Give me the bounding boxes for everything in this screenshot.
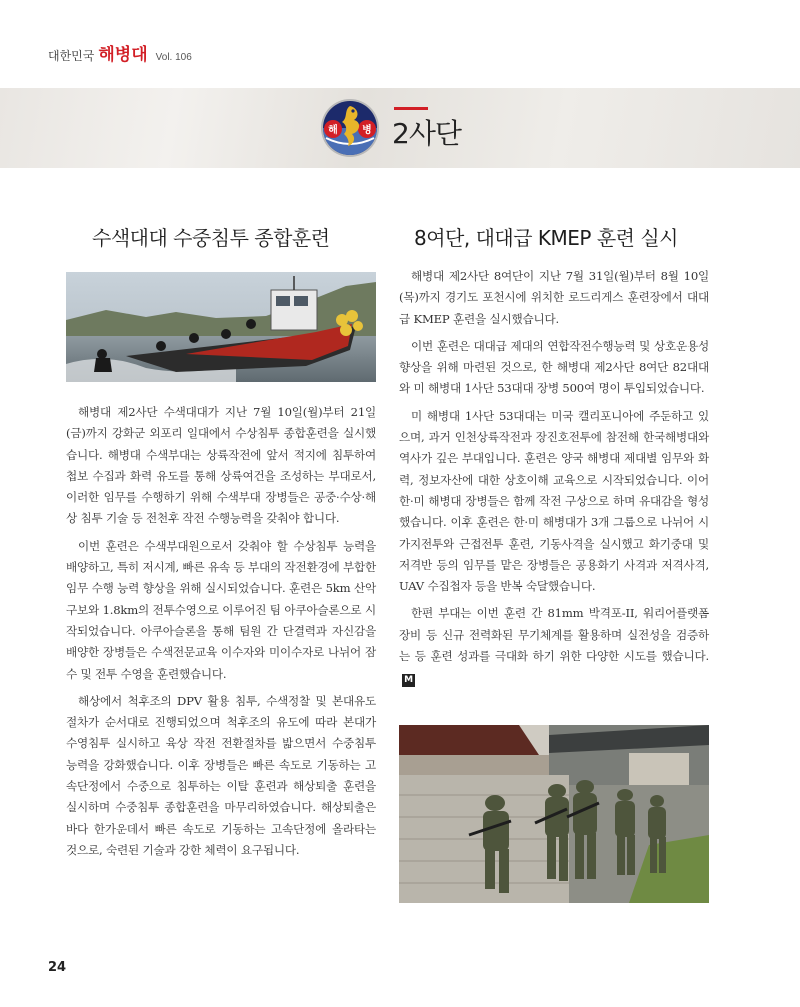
- masthead-korea: 대한민국: [48, 49, 95, 63]
- right-paragraph-3: 미 해병대 1사단 53대대는 미국 캘리포니아에 주둔하고 있으며, 과거 인천상륙작전과 장진호전투에 참전해 한국해병대와 역사가 깊은 부대입니다. 훈련은 양국 해병대 제대별 임무와 화력, 정보자산에 대한 상호이해 교육으로 시작되었습니다. 이어 한·미 해병대 장병들은 함께 작전 구상으로 하며 유대감을 형성했습니다. 이후 훈련은 한·미 해병대가 3개 그룹으로 나뉘어 시가지전투와 근접전투 훈련, 기동사격을 실시했고 화기중대 및 저격반 등의 임무를 맡은 장병들은 공용화기 사격과 저격사격, UAV 수집첩자 등을 반복 숙달했습니다.: [399, 408, 709, 594]
- marine-division-emblem-icon: [320, 98, 380, 158]
- right-paragraph-4-text: 한편 부대는 이번 훈련 간 81mm 박격포-II, 워리어플랫폼 장비 등 신규 전력화된 무기체계를 활용하며 실전성을 검증하는 등 훈련 성과를 극대화 하기 위한 다양한 시도를 했습니다.: [399, 606, 709, 664]
- right-article-body: [399, 266, 709, 695]
- left-paragraph-2: 이번 훈련은 수색부대원으로서 갖춰야 할 수상침투 능력을 배양하고, 특히 저시계, 빠른 유속 등 부대의 작전환경에 부합한 임무 수행 능력 향상을 위해 실시되었습니다. 훈련은 5km 산악구보와 1.8km의 전투수영으로 이루어진 팀 아쿠아슬론으로 시작되었습니다. 아쿠아슬론을 통해 팀원 간 단결력과 자신감을 배양한 장병들은 수색전문교육 이수자와 미이수자로 나뉘어 잠수 및 전투 수영을 훈련했습니다.: [66, 538, 376, 681]
- right-paragraph-4: [399, 603, 709, 688]
- section-title: 2사단: [392, 117, 461, 150]
- urban-combat-training-photo: [399, 725, 709, 903]
- emblem-right-char: 병: [362, 125, 372, 136]
- left-article-headline: 수색대대 수중침투 종합훈련: [92, 226, 330, 250]
- right-paragraph-2: 이번 훈련은 대대급 제대의 연합작전수행능력 및 상호운용성 향상을 위해 마련된 것으로, 한 해병대 제2사단 8여단 82대대와 미 해병대 1사단 53대대 장병 500여 명이 투입되었습니다.: [399, 338, 709, 396]
- speedboat-training-photo: [66, 272, 376, 382]
- right-article-headline: 8여단, 대대급 KMEP 훈련 실시: [414, 226, 678, 250]
- article-end-mark: M: [402, 674, 415, 687]
- masthead-volume: Vol. 106: [155, 52, 192, 63]
- masthead: [48, 40, 192, 64]
- emblem-left-char: 해: [328, 125, 338, 136]
- left-article-body: [66, 402, 376, 867]
- page-number: 24: [48, 960, 67, 975]
- title-accent-bar: [394, 107, 428, 110]
- masthead-title: 해병대: [98, 45, 148, 65]
- left-paragraph-3: 해상에서 척후조의 DPV 활용 침투, 수색정찰 및 본대유도 절차가 순서대로 진행되었으며 척후조의 유도에 따라 본대가 수영침투 실시하고 육상 작전 전환절차를 밟으면서 수중침투 능력을 강화했습니다. 이후 장병들은 빠른 속도로 기동하는 고속단정에서 수중으로 침투하는 이탈 훈련과 해상퇴출 훈련을 실시하며 수중침투 종합훈련을 마무리하였습니다. 해상퇴출은 바다 한가운데서 빠른 속도로 기동하는 고속단정에 올라타는 것으로, 숙련된 기술과 강한 체력이 요구됩니다.: [66, 693, 376, 857]
- left-paragraph-1: 해병대 제2사단 수색대대가 지난 7월 10일(월)부터 21일(금)까지 강화군 외포리 일대에서 수상침투 종합훈련을 실시했습니다. 해병대 수색부대는 상륙작전에 앞서 적지에 침투하여 첩보 수집과 화력 유도를 통해 상륙여건을 조성하는 부대로서, 이러한 임무를 수행하기 위해 수색부대 장병들은 공중·수상·해상 침투 기술 등 전천후 작전 수행능력을 갖춰야 합니다.: [66, 405, 376, 526]
- right-paragraph-1: 해병대 제2사단 8여단이 지난 7월 31일(월)부터 8월 10일(목)까지 경기도 포천시에 위치한 로드리게스 훈련장에서 대대급 KMEP 훈련을 실시했습니다.: [399, 269, 709, 326]
